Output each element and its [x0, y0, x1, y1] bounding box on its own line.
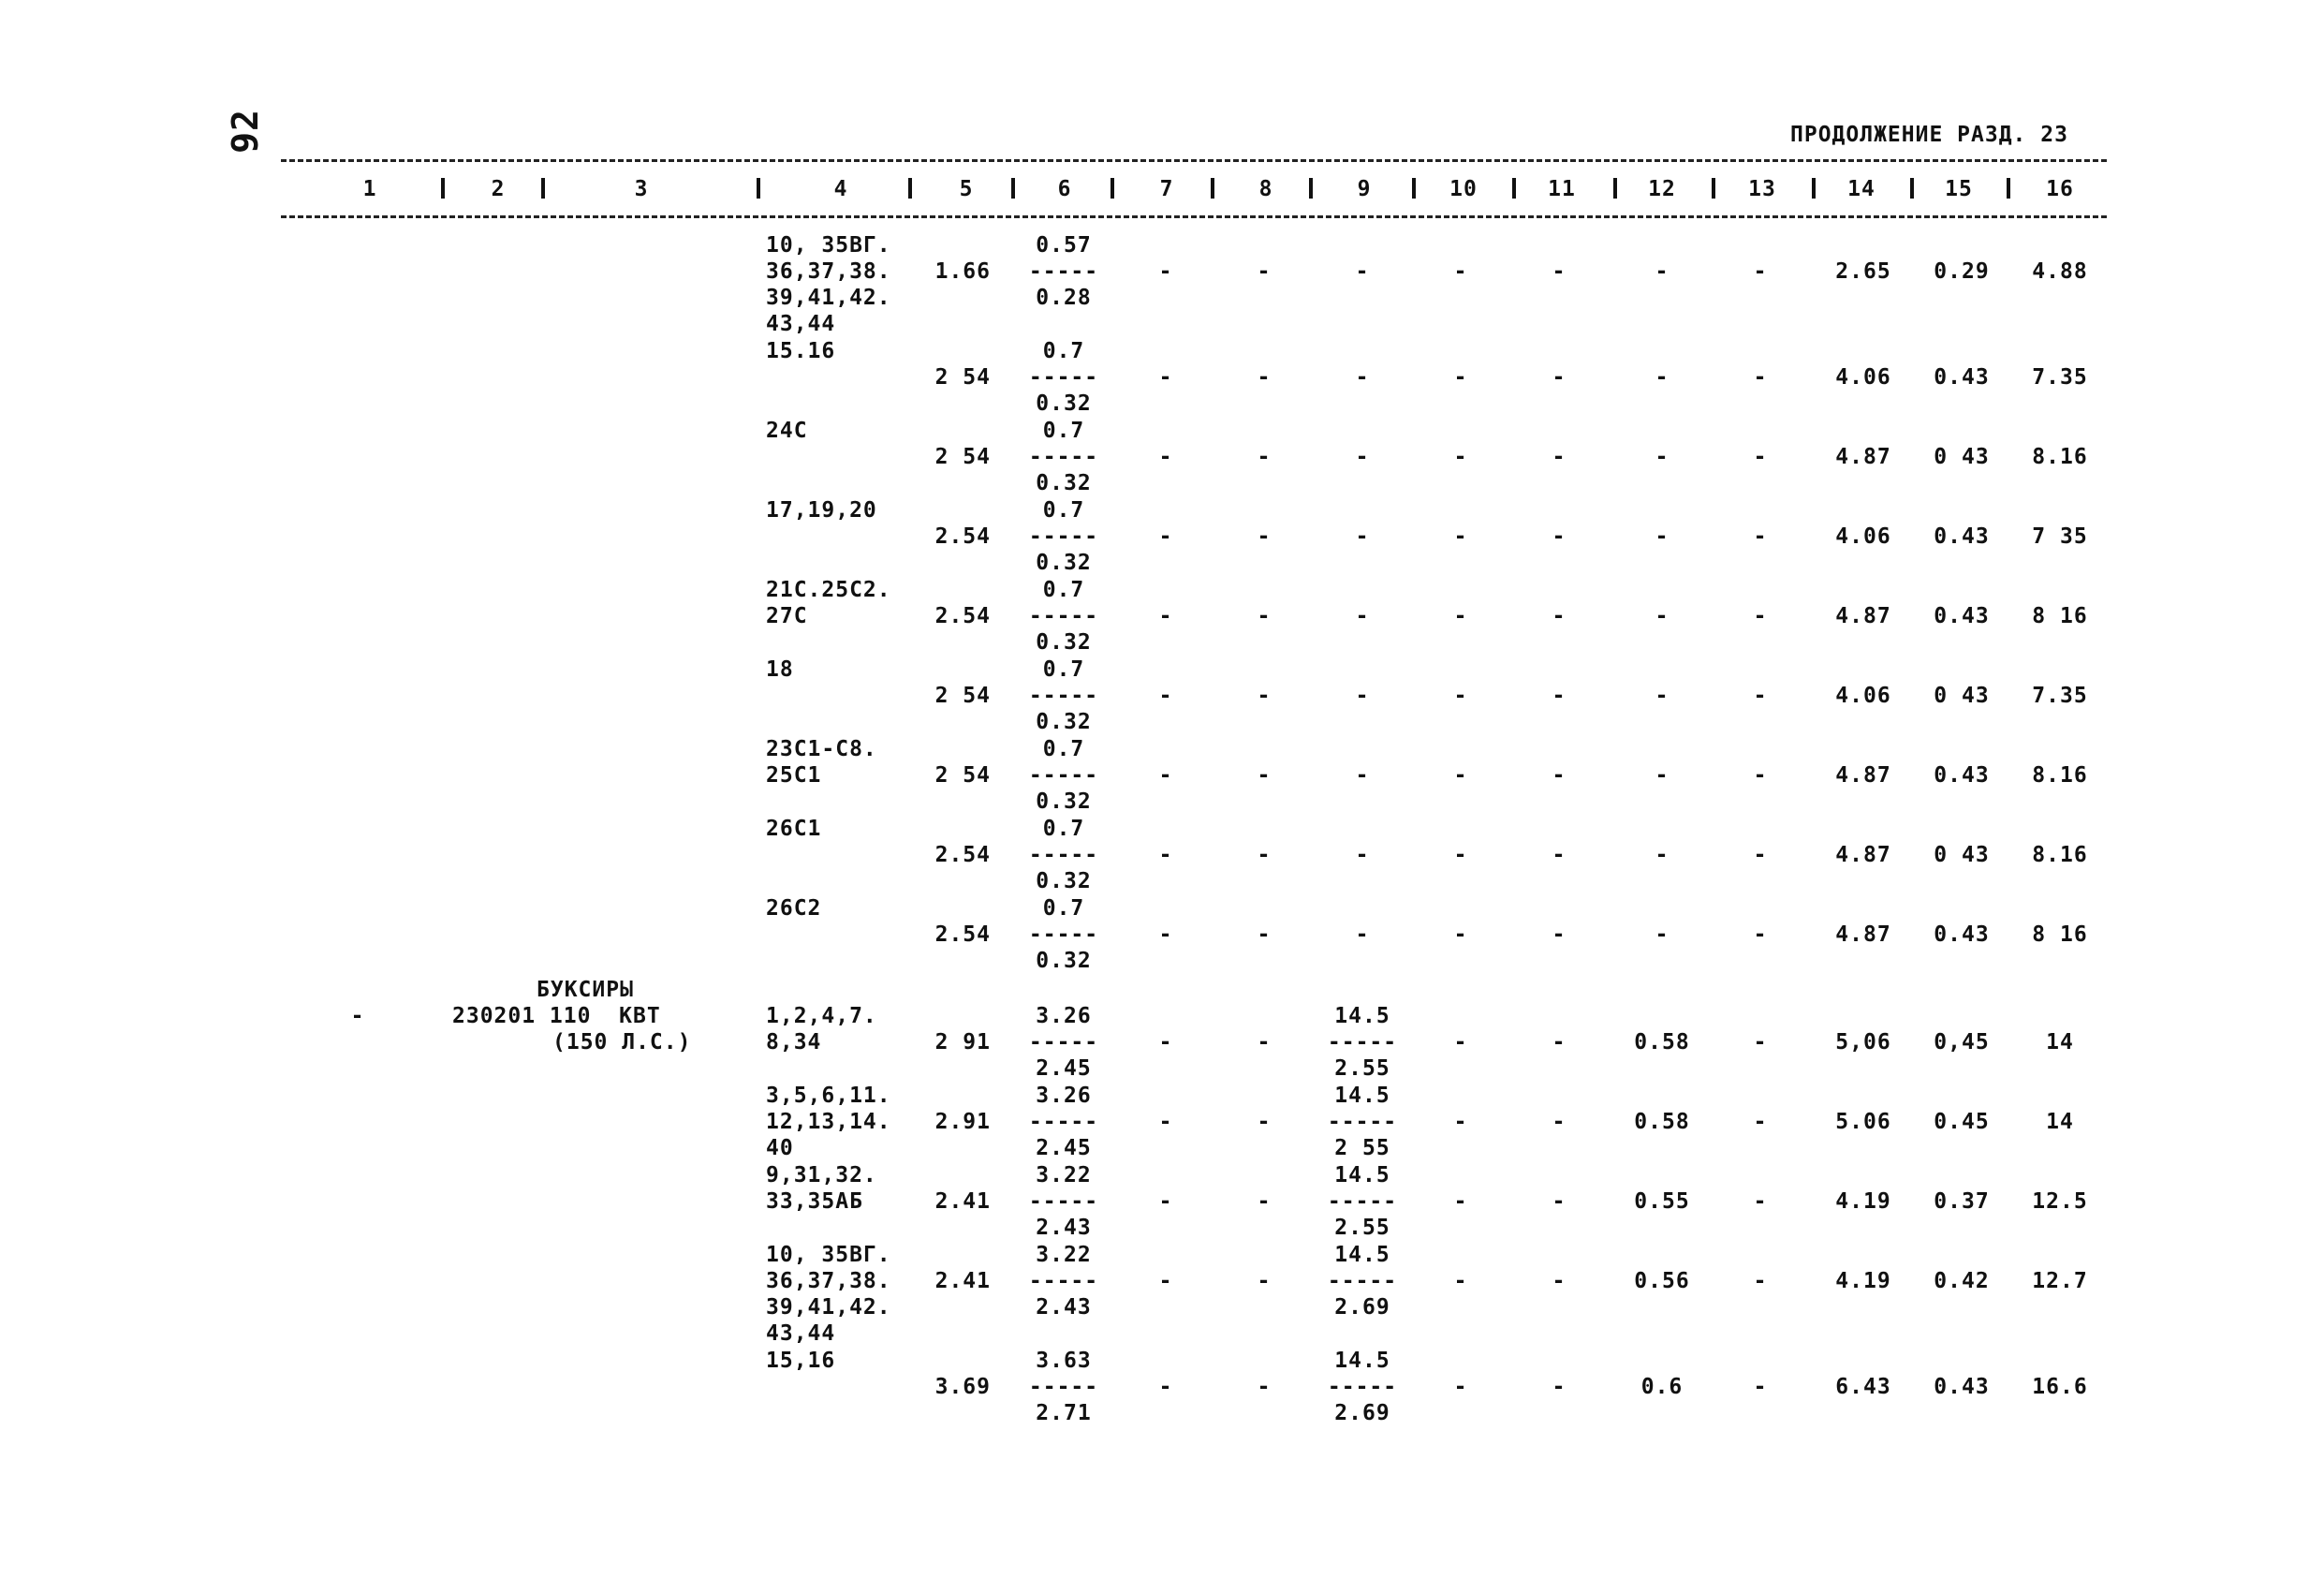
empty-dash: -	[1453, 1269, 1468, 1293]
cell-col4-line: 9,31,32.	[766, 1163, 877, 1187]
empty-dash: -	[1453, 259, 1468, 284]
section-title: ПРОДОЛЖЕНИЕ РАЗД. 23	[1790, 123, 2068, 147]
cell-col9-denominator: 2.69	[1334, 1295, 1390, 1320]
cell-col15: 0.43	[1934, 604, 1990, 628]
cell-col15: 0,45	[1934, 1030, 1990, 1055]
empty-dash: -	[1158, 684, 1173, 708]
cell-col14: 4.87	[1835, 922, 1891, 947]
empty-dash: -	[1753, 1030, 1768, 1055]
cell-col6-fraction-bar: -----	[1028, 922, 1099, 947]
cell-col16: 12.5	[2032, 1189, 2088, 1214]
cell-col4-line: 15.16	[766, 339, 836, 363]
column-separator	[1812, 178, 1816, 199]
cell-col6-fraction-bar: -----	[1028, 1269, 1099, 1293]
empty-dash: -	[1158, 524, 1173, 549]
cell-col16: 14	[2046, 1110, 2074, 1134]
cell-col15: 0.43	[1934, 1375, 1990, 1399]
cell-col6-denominator: 2.45	[1036, 1136, 1092, 1160]
cell-col6-denominator: 0.28	[1036, 286, 1092, 310]
column-header-9: 9	[1357, 177, 1372, 201]
cell-col6-fraction-bar: -----	[1028, 1189, 1099, 1214]
column-header-3: 3	[634, 177, 649, 201]
empty-dash: -	[1355, 684, 1370, 708]
cell-col6-numerator: 0.7	[1042, 896, 1085, 921]
cell-col6-numerator: 0.7	[1042, 737, 1085, 761]
cell-col15: 0.43	[1934, 524, 1990, 549]
empty-dash: -	[1753, 1110, 1768, 1134]
cell-col14: 4.87	[1835, 843, 1891, 867]
cell-col6-denominator: 0.32	[1036, 630, 1092, 655]
cell-col6-numerator: 3.22	[1036, 1243, 1092, 1267]
empty-dash: -	[1655, 365, 1669, 390]
cell-col5: 2.41	[934, 1269, 991, 1293]
empty-dash: -	[1355, 843, 1370, 867]
column-separator	[1309, 178, 1313, 199]
empty-dash: -	[1753, 1189, 1768, 1214]
empty-dash: -	[1552, 922, 1566, 947]
cell-col15: 0.37	[1934, 1189, 1990, 1214]
cell-col16: 8.16	[2032, 763, 2088, 788]
cell-col9-fraction-bar: -----	[1327, 1110, 1398, 1134]
cell-col5: 2.54	[934, 922, 991, 947]
cell-col6-numerator: 3.26	[1036, 1004, 1092, 1028]
cell-col6-denominator: 2.43	[1036, 1295, 1092, 1320]
cell-col16: 7 35	[2032, 524, 2088, 549]
empty-dash: -	[1257, 259, 1272, 284]
empty-dash: -	[1158, 922, 1173, 947]
column-separator	[1613, 178, 1617, 199]
empty-dash: -	[1655, 259, 1669, 284]
cell-col4-line: 15,16	[766, 1349, 836, 1373]
cell-col16: 8.16	[2032, 843, 2088, 867]
empty-dash: -	[1158, 259, 1173, 284]
empty-dash: -	[1552, 1110, 1566, 1134]
empty-dash: -	[1257, 1375, 1272, 1399]
column-header-1: 1	[362, 177, 377, 201]
cell-col14: 6.43	[1835, 1375, 1891, 1399]
cell-col15: 0.45	[1934, 1110, 1990, 1134]
empty-dash: -	[1257, 445, 1272, 469]
cell-col5: 2 54	[934, 763, 991, 788]
cell-col16: 14	[2046, 1030, 2074, 1055]
empty-dash: -	[1753, 922, 1768, 947]
empty-dash: -	[1453, 684, 1468, 708]
group-code: 230201 110 КВТ	[452, 1004, 661, 1028]
column-separator	[541, 178, 545, 199]
cell-col9-denominator: 2.55	[1334, 1216, 1390, 1240]
empty-dash: -	[1257, 763, 1272, 788]
cell-col6-fraction-bar: -----	[1028, 1110, 1099, 1134]
cell-col9-numerator: 14.5	[1334, 1004, 1390, 1028]
cell-col6-denominator: 2.45	[1036, 1056, 1092, 1081]
cell-col4-line: 10, 35ВГ.	[766, 233, 891, 258]
cell-col4-line: 26С2	[766, 896, 822, 921]
empty-dash: -	[1355, 524, 1370, 549]
cell-col6-denominator: 2.43	[1036, 1216, 1092, 1240]
cell-col4-line: 39,41,42.	[766, 286, 891, 310]
empty-dash: -	[1355, 922, 1370, 947]
cell-col14: 4.06	[1835, 524, 1891, 549]
empty-dash: -	[1453, 365, 1468, 390]
cell-col9-fraction-bar: -----	[1327, 1375, 1398, 1399]
empty-dash: -	[1552, 259, 1566, 284]
cell-col6-numerator: 3.63	[1036, 1349, 1092, 1373]
column-header-15: 15	[1945, 177, 1973, 201]
empty-dash: -	[1453, 843, 1468, 867]
column-header-14: 14	[1847, 177, 1875, 201]
empty-dash: -	[1655, 684, 1669, 708]
page-number: 92	[224, 109, 266, 154]
cell-col5: 2.91	[934, 1110, 991, 1134]
empty-dash: -	[1753, 1375, 1768, 1399]
empty-dash: -	[1753, 524, 1768, 549]
empty-dash: -	[1552, 604, 1566, 628]
cell-col4-line: 18	[766, 657, 794, 682]
cell-col6-denominator: 0.32	[1036, 789, 1092, 814]
column-header-16: 16	[2046, 177, 2074, 201]
empty-dash: -	[1158, 1375, 1173, 1399]
cell-col6-numerator: 3.26	[1036, 1084, 1092, 1108]
group-col1-dash: -	[350, 1004, 365, 1028]
empty-dash: -	[1753, 259, 1768, 284]
cell-col16: 16.6	[2032, 1375, 2088, 1399]
empty-dash: -	[1257, 684, 1272, 708]
cell-col4-line: 10, 35ВГ.	[766, 1243, 891, 1267]
empty-dash: -	[1655, 922, 1669, 947]
cell-col9-numerator: 14.5	[1334, 1349, 1390, 1373]
cell-col12: 0.55	[1634, 1189, 1690, 1214]
column-header-12: 12	[1648, 177, 1676, 201]
cell-col4-line: 26С1	[766, 817, 822, 841]
cell-col6-fraction-bar: -----	[1028, 604, 1099, 628]
empty-dash: -	[1753, 604, 1768, 628]
cell-col16: 8 16	[2032, 604, 2088, 628]
empty-dash: -	[1257, 365, 1272, 390]
cell-col4-line: 27С	[766, 604, 808, 628]
empty-dash: -	[1158, 1189, 1173, 1214]
cell-col5: 1.66	[934, 259, 991, 284]
cell-col6-fraction-bar: -----	[1028, 763, 1099, 788]
cell-col5: 2 54	[934, 684, 991, 708]
empty-dash: -	[1753, 763, 1768, 788]
empty-dash: -	[1453, 1375, 1468, 1399]
cell-col9-fraction-bar: -----	[1327, 1189, 1398, 1214]
column-separator	[1211, 178, 1214, 199]
cell-col6-denominator: 0.32	[1036, 869, 1092, 893]
cell-col6-numerator: 0.7	[1042, 498, 1085, 523]
empty-dash: -	[1453, 763, 1468, 788]
cell-col15: 0.43	[1934, 763, 1990, 788]
cell-col15: 0.42	[1934, 1269, 1990, 1293]
cell-col4-line: 17,19,20	[766, 498, 877, 523]
cell-col6-fraction-bar: -----	[1028, 445, 1099, 469]
cell-col5: 2 54	[934, 445, 991, 469]
cell-col5: 2.54	[934, 843, 991, 867]
empty-dash: -	[1257, 1269, 1272, 1293]
empty-dash: -	[1552, 1269, 1566, 1293]
empty-dash: -	[1753, 684, 1768, 708]
cell-col12: 0.58	[1634, 1030, 1690, 1055]
cell-col9-denominator: 2.69	[1334, 1401, 1390, 1425]
cell-col5: 2.41	[934, 1189, 991, 1214]
cell-col4-line: 21С.25С2.	[766, 578, 891, 602]
column-header-5: 5	[959, 177, 974, 201]
header-top-rule	[281, 159, 2107, 162]
cell-col6-fraction-bar: -----	[1028, 1375, 1099, 1399]
empty-dash: -	[1355, 763, 1370, 788]
cell-col14: 4.19	[1835, 1269, 1891, 1293]
empty-dash: -	[1158, 1030, 1173, 1055]
column-header-7: 7	[1159, 177, 1174, 201]
cell-col6-denominator: 0.32	[1036, 710, 1092, 734]
empty-dash: -	[1453, 524, 1468, 549]
cell-col12: 0.6	[1640, 1375, 1684, 1399]
cell-col14: 4.06	[1835, 365, 1891, 390]
cell-col14: 4.87	[1835, 604, 1891, 628]
cell-col4-line: 8,34	[766, 1030, 822, 1055]
empty-dash: -	[1753, 1269, 1768, 1293]
empty-dash: -	[1453, 1189, 1468, 1214]
empty-dash: -	[1552, 1030, 1566, 1055]
empty-dash: -	[1158, 1110, 1173, 1134]
cell-col14: 4.87	[1835, 763, 1891, 788]
cell-col6-numerator: 0.7	[1042, 419, 1085, 443]
empty-dash: -	[1552, 445, 1566, 469]
cell-col6-numerator: 0.7	[1042, 817, 1085, 841]
empty-dash: -	[1655, 763, 1669, 788]
column-header-11: 11	[1548, 177, 1576, 201]
empty-dash: -	[1655, 524, 1669, 549]
empty-dash: -	[1257, 922, 1272, 947]
cell-col15: 0 43	[1934, 684, 1990, 708]
cell-col5: 3.69	[934, 1375, 991, 1399]
empty-dash: -	[1552, 763, 1566, 788]
cell-col5: 2.54	[934, 524, 991, 549]
cell-col6-denominator: 0.32	[1036, 551, 1092, 575]
cell-col6-numerator: 0.7	[1042, 657, 1085, 682]
cell-col14: 4.87	[1835, 445, 1891, 469]
column-header-13: 13	[1748, 177, 1776, 201]
cell-col6-fraction-bar: -----	[1028, 365, 1099, 390]
column-separator	[1910, 178, 1914, 199]
empty-dash: -	[1552, 1375, 1566, 1399]
cell-col9-fraction-bar: -----	[1327, 1269, 1398, 1293]
cell-col4-line: 25С1	[766, 763, 822, 788]
cell-col14: 2.65	[1835, 259, 1891, 284]
cell-col6-denominator: 0.32	[1036, 949, 1092, 973]
empty-dash: -	[1552, 1189, 1566, 1214]
empty-dash: -	[1158, 843, 1173, 867]
empty-dash: -	[1355, 604, 1370, 628]
cell-col15: 0 43	[1934, 843, 1990, 867]
empty-dash: -	[1453, 1110, 1468, 1134]
empty-dash: -	[1552, 365, 1566, 390]
cell-col6-numerator: 0.7	[1042, 339, 1085, 363]
cell-col14: 4.19	[1835, 1189, 1891, 1214]
cell-col14: 4.06	[1835, 684, 1891, 708]
empty-dash: -	[1257, 1110, 1272, 1134]
empty-dash: -	[1257, 1189, 1272, 1214]
empty-dash: -	[1355, 259, 1370, 284]
group-name: БУКСИРЫ	[537, 978, 634, 1002]
column-separator	[1412, 178, 1416, 199]
cell-col12: 0.58	[1634, 1110, 1690, 1134]
cell-col12: 0.56	[1634, 1269, 1690, 1293]
column-separator	[1512, 178, 1516, 199]
cell-col4-line: 1,2,4,7.	[766, 1004, 877, 1028]
column-header-2: 2	[491, 177, 506, 201]
cell-col4-line: 40	[766, 1136, 794, 1160]
column-separator	[1111, 178, 1114, 199]
cell-col16: 8.16	[2032, 445, 2088, 469]
cell-col9-fraction-bar: -----	[1327, 1030, 1398, 1055]
cell-col9-numerator: 14.5	[1334, 1243, 1390, 1267]
cell-col16: 7.35	[2032, 365, 2088, 390]
cell-col15: 0 43	[1934, 445, 1990, 469]
column-separator	[757, 178, 760, 199]
cell-col6-denominator: 2.71	[1036, 1401, 1092, 1425]
column-separator	[441, 178, 445, 199]
column-separator	[1011, 178, 1015, 199]
cell-col16: 12.7	[2032, 1269, 2088, 1293]
empty-dash: -	[1158, 763, 1173, 788]
cell-col4-line: 23С1-С8.	[766, 737, 877, 761]
cell-col6-fraction-bar: -----	[1028, 259, 1099, 284]
cell-col14: 5.06	[1835, 1110, 1891, 1134]
cell-col15: 0.29	[1934, 259, 1990, 284]
cell-col6-fraction-bar: -----	[1028, 684, 1099, 708]
cell-col5: 2.54	[934, 604, 991, 628]
cell-col16: 4.88	[2032, 259, 2088, 284]
cell-col4-line: 33,35АБ	[766, 1189, 863, 1214]
cell-col6-fraction-bar: -----	[1028, 1030, 1099, 1055]
cell-col9-numerator: 14.5	[1334, 1084, 1390, 1108]
empty-dash: -	[1552, 684, 1566, 708]
empty-dash: -	[1158, 1269, 1173, 1293]
empty-dash: -	[1355, 445, 1370, 469]
column-header-10: 10	[1449, 177, 1478, 201]
empty-dash: -	[1655, 843, 1669, 867]
empty-dash: -	[1355, 365, 1370, 390]
cell-col16: 8 16	[2032, 922, 2088, 947]
empty-dash: -	[1453, 922, 1468, 947]
cell-col4-line: 39,41,42.	[766, 1295, 891, 1320]
cell-col9-denominator: 2 55	[1334, 1136, 1390, 1160]
empty-dash: -	[1257, 1030, 1272, 1055]
cell-col4-line: 43,44	[766, 312, 836, 336]
empty-dash: -	[1257, 604, 1272, 628]
cell-col6-numerator: 3.22	[1036, 1163, 1092, 1187]
column-separator	[1712, 178, 1715, 199]
cell-col9-numerator: 14.5	[1334, 1163, 1390, 1187]
empty-dash: -	[1753, 843, 1768, 867]
column-header-4: 4	[833, 177, 848, 201]
cell-col5: 2 91	[934, 1030, 991, 1055]
cell-col4-line: 24С	[766, 419, 808, 443]
cell-col4-line: 43,44	[766, 1321, 836, 1346]
cell-col6-fraction-bar: -----	[1028, 524, 1099, 549]
cell-col6-numerator: 0.7	[1042, 578, 1085, 602]
empty-dash: -	[1655, 445, 1669, 469]
cell-col6-fraction-bar: -----	[1028, 843, 1099, 867]
cell-col6-denominator: 0.32	[1036, 471, 1092, 495]
group-power: (150 Л.С.)	[552, 1030, 692, 1055]
header-bottom-rule	[281, 215, 2107, 218]
empty-dash: -	[1453, 1030, 1468, 1055]
cell-col14: 5,06	[1835, 1030, 1891, 1055]
empty-dash: -	[1158, 365, 1173, 390]
cell-col15: 0.43	[1934, 922, 1990, 947]
empty-dash: -	[1552, 524, 1566, 549]
empty-dash: -	[1158, 604, 1173, 628]
cell-col6-denominator: 0.32	[1036, 391, 1092, 416]
cell-col4-line: 3,5,6,11.	[766, 1084, 891, 1108]
cell-col5: 2 54	[934, 365, 991, 390]
cell-col4-line: 12,13,14.	[766, 1110, 891, 1134]
empty-dash: -	[1453, 445, 1468, 469]
empty-dash: -	[1257, 843, 1272, 867]
empty-dash: -	[1655, 604, 1669, 628]
empty-dash: -	[1453, 604, 1468, 628]
column-header-6: 6	[1057, 177, 1072, 201]
cell-col4-line: 36,37,38.	[766, 1269, 891, 1293]
empty-dash: -	[1158, 445, 1173, 469]
empty-dash: -	[1552, 843, 1566, 867]
column-separator	[2007, 178, 2010, 199]
empty-dash: -	[1753, 365, 1768, 390]
empty-dash: -	[1257, 524, 1272, 549]
cell-col15: 0.43	[1934, 365, 1990, 390]
cell-col6-numerator: 0.57	[1036, 233, 1092, 258]
column-separator	[908, 178, 912, 199]
column-header-8: 8	[1258, 177, 1273, 201]
cell-col9-denominator: 2.55	[1334, 1056, 1390, 1081]
cell-col16: 7.35	[2032, 684, 2088, 708]
cell-col4-line: 36,37,38.	[766, 259, 891, 284]
empty-dash: -	[1753, 445, 1768, 469]
